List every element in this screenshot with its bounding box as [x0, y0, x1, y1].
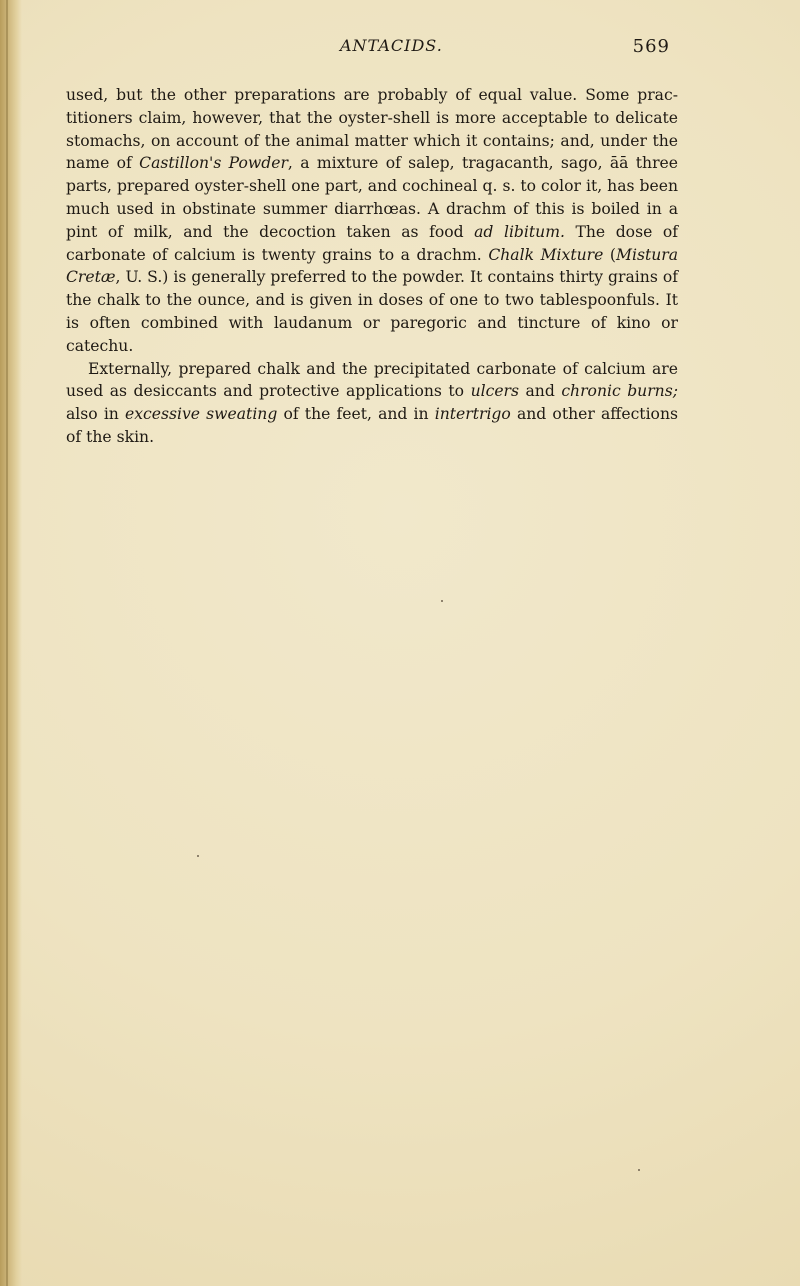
running-title: ANTACIDS. [340, 36, 443, 55]
italic-run: ulcers [470, 382, 520, 401]
text-run: , a mixture of salep, tragacanth, sago, āā three parts, prepared oyster-shell one part, and cochineal q. s. to color it, has been much used in obstinate summer diarrhœas. A drachm of this is boiled in a pint of milk, and the decoction taken as food [66, 154, 678, 241]
text-run: used, but the other preparations are probably of equal value. Some practitioners claim, however, that the oyster-shell is more acceptable to delicate stomachs, on account of the animal matter which it contains; and, under the name of [66, 86, 678, 173]
text-run: ( [603, 245, 616, 264]
paragraph-chalk-preparations [66, 84, 678, 358]
italic-run: intertrigo [434, 405, 511, 424]
text-run: of the feet, and in [277, 405, 435, 424]
italic-run: Chalk Mixture [488, 245, 604, 264]
binding-edge [6, 0, 8, 1286]
page-gutter-shadow [0, 0, 22, 1286]
paper-speck [197, 855, 199, 857]
paper-speck [638, 1169, 640, 1171]
text-run: , U. S.) is generally preferred to the powder. It contains thirty grains of the chalk to the ounce, and is given in doses of one to two tablespoonfuls. It is often combined with laudanum or paregoric and tincture of kino or catechu. [66, 268, 678, 355]
body-text [66, 84, 678, 449]
paper-speck [441, 600, 443, 602]
paragraph-external-uses [66, 358, 678, 449]
italic-run: chronic burns; [561, 382, 678, 401]
text-run: Externally, prepared chalk and the precipitated carbonate of calcium are used as desiccants and protective applications to [66, 359, 678, 401]
text-run: and [519, 382, 562, 401]
italic-run: Mistura Cretæ [66, 245, 679, 287]
italic-run: excessive sweating [125, 405, 278, 424]
page-header [340, 36, 670, 60]
page-number: 569 [632, 36, 670, 57]
text-run: and other affections of the skin. [66, 405, 678, 446]
italic-run: Castillon's Powder [139, 154, 288, 173]
text-run: also in [66, 405, 126, 424]
text-run: The dose of carbonate of calcium is twenty grains to a drachm. [66, 222, 678, 264]
italic-run: ad libitum. [474, 222, 565, 241]
